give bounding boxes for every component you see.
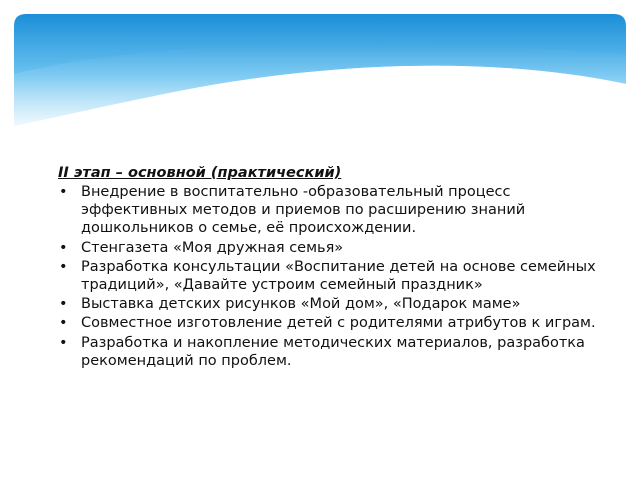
bullet-icon: •	[59, 315, 68, 332]
stage-heading: II этап – основной (практический)	[58, 165, 342, 181]
slide-content	[58, 164, 606, 371]
list-item	[58, 183, 606, 238]
bullet-icon: •	[59, 334, 68, 351]
list-item	[58, 258, 606, 294]
list-item	[58, 239, 606, 257]
bullet-icon: •	[59, 239, 68, 256]
bullet-icon: •	[59, 296, 68, 313]
decorative-banner	[14, 14, 626, 132]
list-item-text: Разработка консультации «Воспитание детей на основе семейных традиций», «Давайте устроим семейный праздник»	[81, 258, 596, 294]
list-item	[58, 314, 606, 332]
list-item-text: Выставка детских рисунков «Мой дом», «Подарок маме»	[81, 296, 521, 313]
bullet-list	[58, 183, 606, 370]
list-item-text: Совместное изготовление детей с родителями атрибутов к играм.	[81, 315, 596, 332]
list-item-text: Внедрение в воспитательно -образовательный процесс эффективных методов и приемов по расширению знаний дошкольников о семье, её происхождении.	[81, 184, 526, 237]
list-item	[58, 334, 606, 370]
list-item-text: Стенгазета «Моя дружная семья»	[81, 239, 344, 256]
bullet-icon: •	[59, 258, 68, 275]
bullet-icon: •	[59, 184, 68, 200]
list-item	[58, 295, 606, 313]
list-item-text: Разработка и накопление методических материалов, разработка рекомендаций по проблем.	[81, 334, 585, 369]
